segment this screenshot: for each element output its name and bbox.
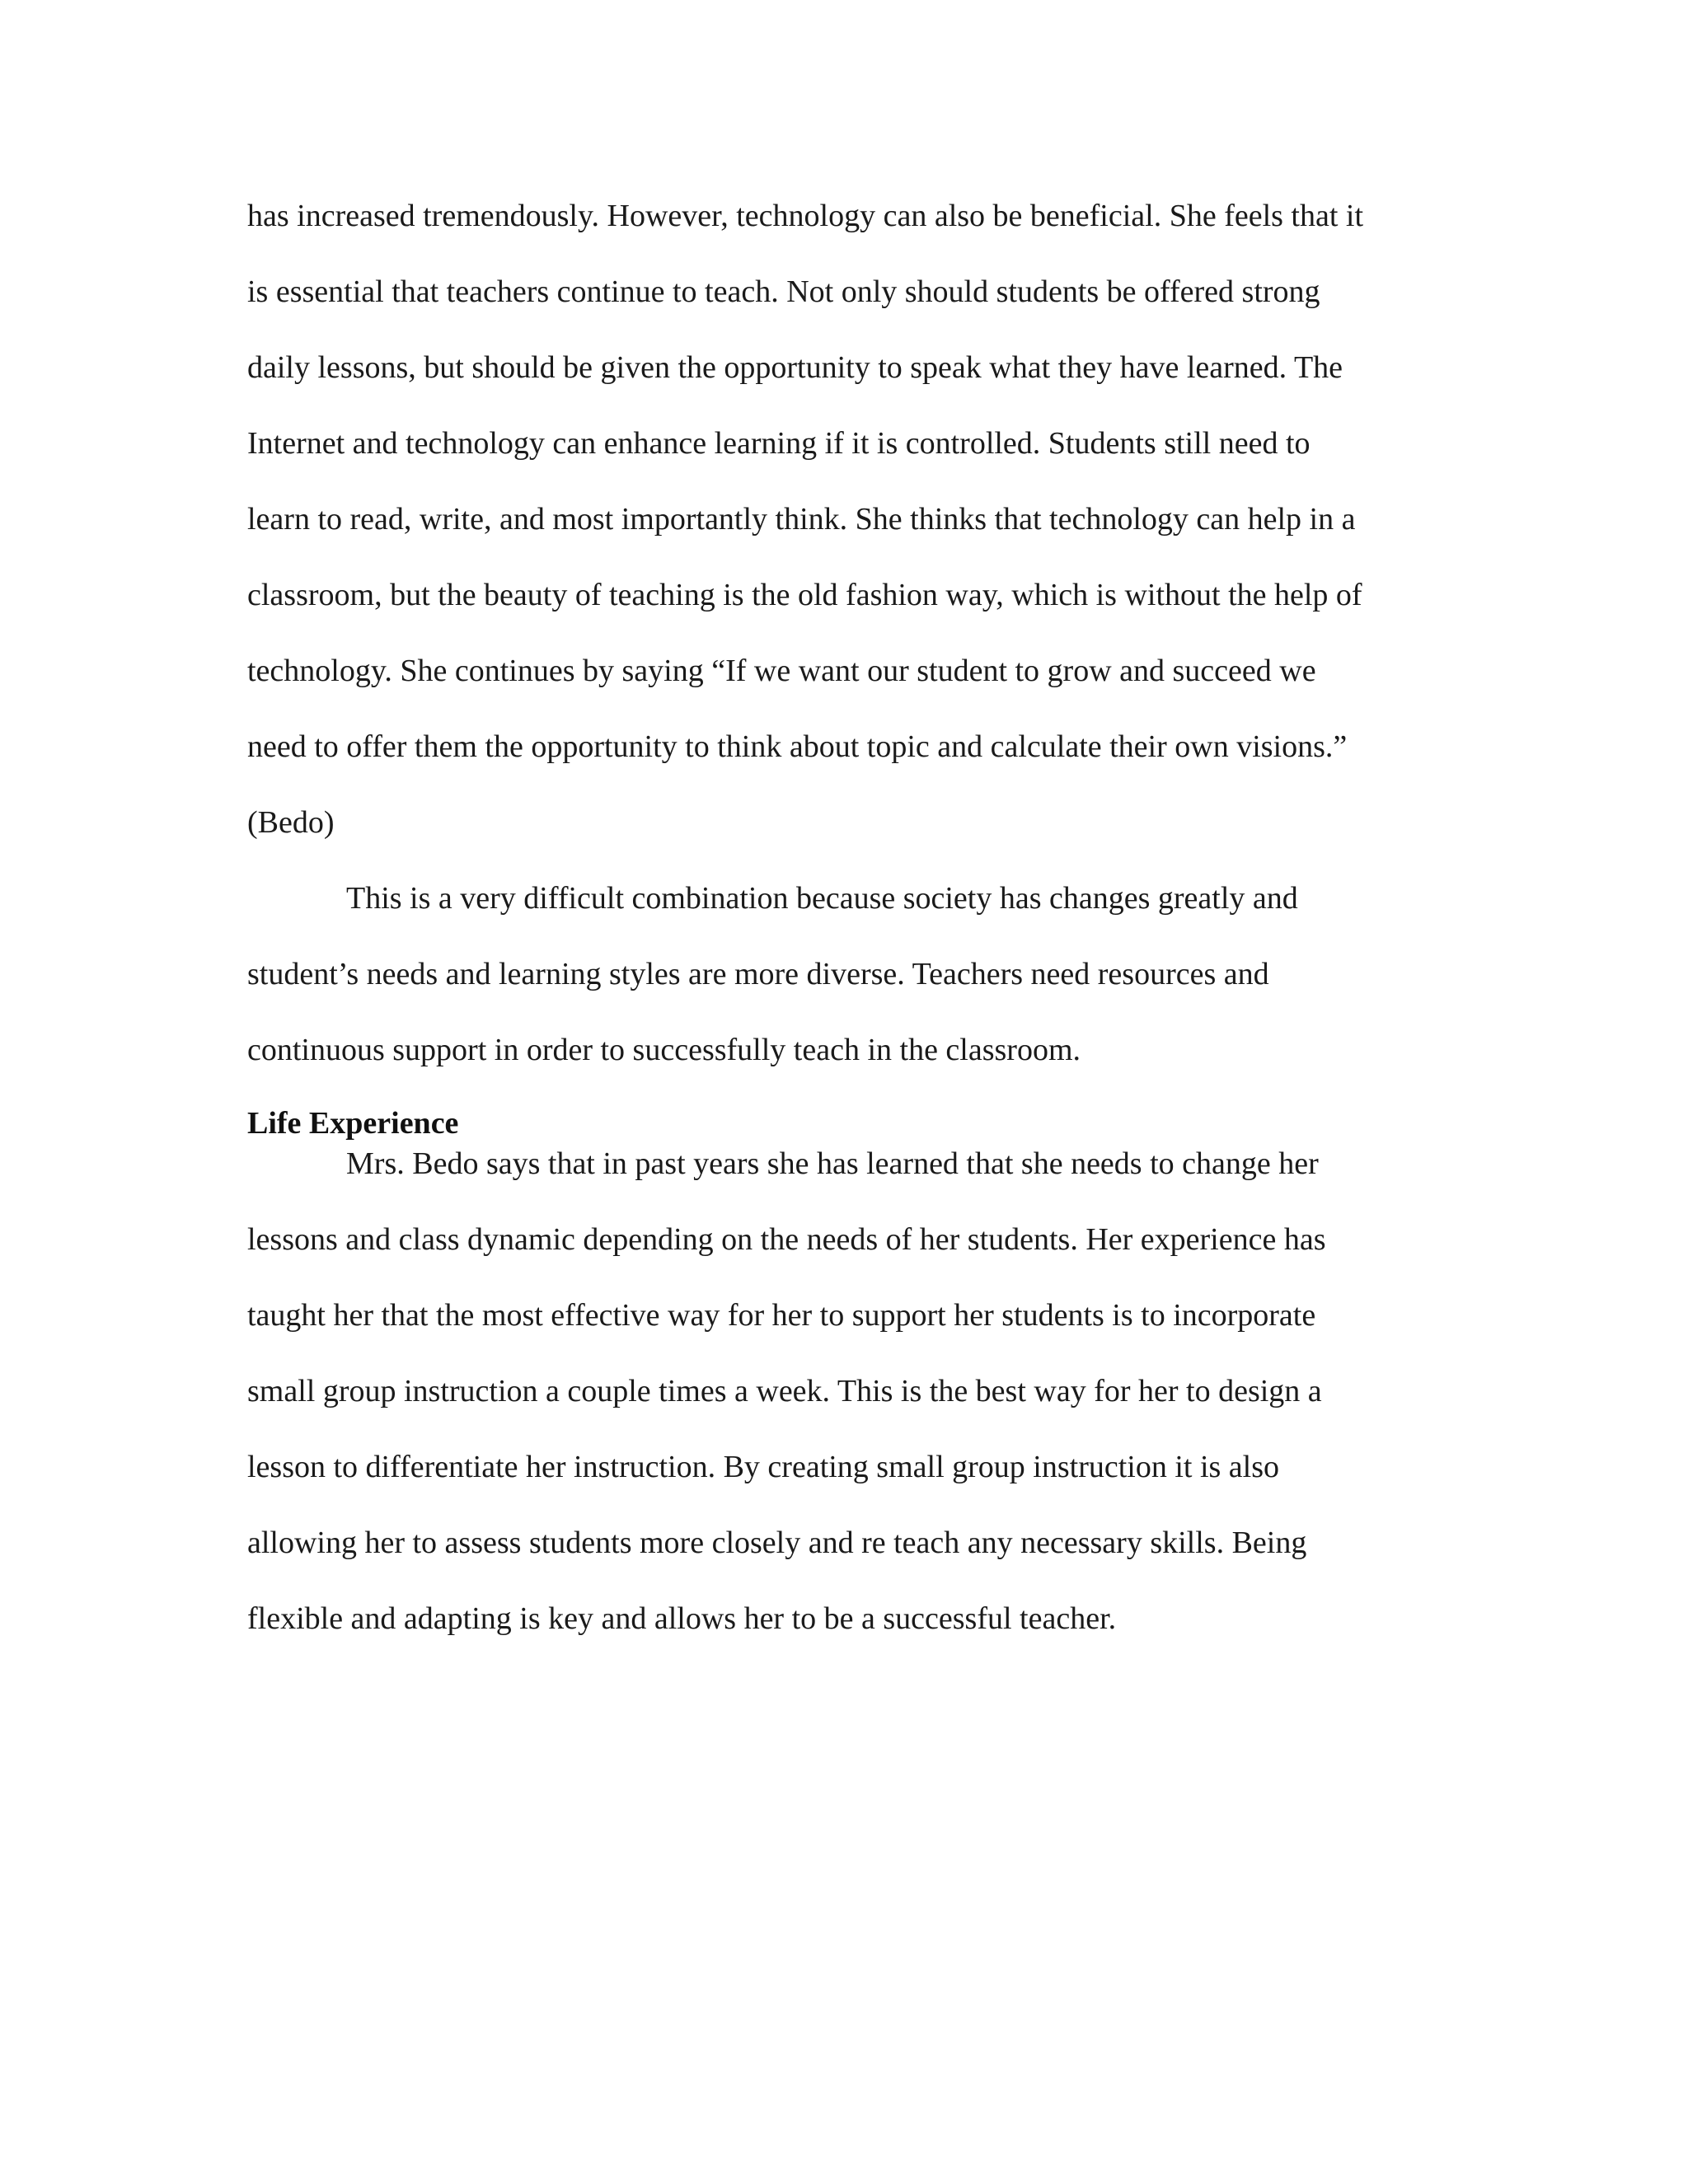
text-line: lessons and class dynamic depending on the needs of her students. Her experience has <box>247 1222 1326 1257</box>
text-line: technology. She continues by saying “If we want our student to grow and succeed we <box>247 654 1316 688</box>
text-line: small group instruction a couple times a week. This is the best way for her to design a <box>247 1374 1322 1408</box>
text-line: flexible and adapting is key and allows her to be a successful teacher. <box>247 1601 1117 1636</box>
text-line: is essential that teachers continue to teach. Not only should students be offered strong <box>247 274 1320 309</box>
text-line: student’s needs and learning styles are more diverse. Teachers need resources and <box>247 957 1269 991</box>
text-line: learn to read, write, and most importantly think. She thinks that technology can help in a <box>247 502 1356 537</box>
text-line: has increased tremendously. However, technology can also be beneficial. She feels that it <box>247 199 1364 233</box>
text-line: (Bedo) <box>247 805 335 840</box>
text-line: daily lessons, but should be given the opportunity to speak what they have learned. The <box>247 350 1343 385</box>
text-line: continuous support in order to successfully teach in the classroom. <box>247 1033 1081 1067</box>
paragraph-life-experience <box>247 1126 1442 1657</box>
text-line: Mrs. Bedo says that in past years she has learned that she needs to change her <box>346 1146 1319 1181</box>
text-line: This is a very difficult combination because society has changes greatly and <box>346 881 1298 916</box>
paragraph-technology <box>247 178 1442 1088</box>
text-line: classroom, but the beauty of teaching is the old fashion way, which is without the help of <box>247 578 1362 612</box>
text-line: allowing her to assess students more closely and re teach any necessary skills. Being <box>247 1526 1307 1560</box>
text-line: lesson to differentiate her instruction. By creating small group instruction it is also <box>247 1450 1279 1484</box>
section-heading-life-experience: Life Experience <box>247 1106 459 1141</box>
text-line: taught her that the most effective way for her to support her students is to incorporate <box>247 1298 1316 1333</box>
text-line: need to offer them the opportunity to think about topic and calculate their own visions.” <box>247 729 1348 764</box>
text-line: Internet and technology can enhance learning if it is controlled. Students still need to <box>247 426 1311 461</box>
